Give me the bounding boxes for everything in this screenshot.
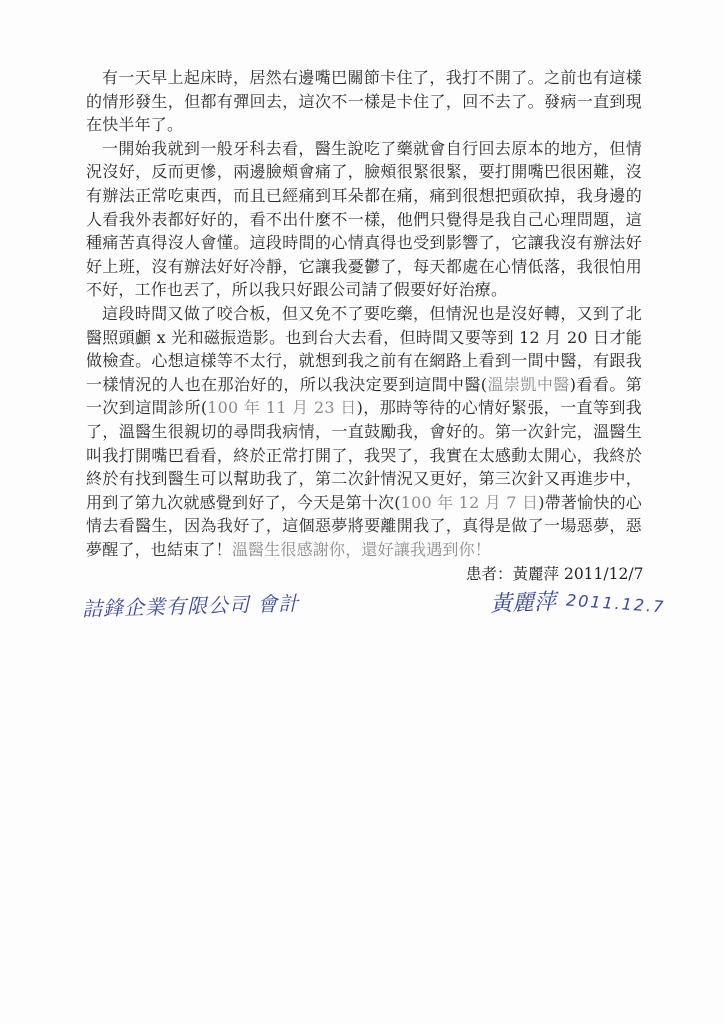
paragraph-recovery-text-b: )看看。第一次到這間診所(: [86, 374, 642, 418]
thanks-note: 溫醫生很感謝你，還好讓我遇到你！: [231, 539, 492, 559]
handwritten-company: 詰鋒企業有限公司 會計: [81, 591, 300, 621]
tenth-visit-date: 100 年 12 月 7 日: [400, 492, 539, 512]
paragraph-first-treatment-text: 一開始我就到一般牙科去看，醫生說吃了藥就會自行回去原本的地方，但情況沒好，反而更慘，兩邊臉頰會痛了，臉頰很緊很緊，要打開嘴巴很困難，沒有辦法正常吃東西，而且已經痛到耳朵都在痛，痛到很想把頭砍掉，我身邊的人看我外表都好好的，看不出什麼不一樣，他們只覺得是我自己心理問題，這種痛苦真得沒人會懂。這段時間的心情真得也受到影響了，它讓我沒有辦法好好上班，沒有辦法好好冷靜，它讓我憂鬱了，每天都處在心情低落，我很怕用不好，工作也丟了，所以我只好跟公司請了假要好好治療。: [86, 138, 642, 300]
paragraph-recovery-text-d: )帶著愉快的心情去看醫生，因為我好了，這個惡夢將要離開我了，真得是做了一場惡夢，惡夢醒了，也結束了！: [86, 492, 642, 559]
testimonial-letter-body: [86, 66, 642, 561]
paragraph-recovery: [86, 302, 642, 562]
patient-label: 患者：黃麗萍: [466, 565, 560, 583]
paragraph-recovery-text-c: )，那時等待的心情好緊張，一直等到我了，溫醫生很親切的尋問我病情，一直鼓勵我，會好的。第一次針完，溫醫生叫我打開嘴巴看看，終於正常打開了，我哭了，我實在太感動太開心，我終於終於有找到醫生可以幫助我了，第二次針情況又更好，第三次針又再進步中，用到了第九次就感覺到好了，今天是第十次(: [86, 398, 642, 512]
paragraph-onset-text: 有一天早上起床時，居然右邊嘴巴關節卡住了，我打不開了。之前也有這樣的情形發生，但都有彈回去，這次不一樣是卡住了，回不去了。發病一直到現在快半年了。: [86, 68, 642, 135]
signature-date: 2011/12/7: [563, 565, 644, 583]
paragraph-recovery-text-a: 這段時間又做了咬合板，但又免不了要吃藥，但情況也是沒好轉，又到了北醫照頭顱 x 光和磁振造影。也到台大去看，但時間又要等到 12 月 20 日才能做檢查。心想這樣等不太行，就想到我之前有在網路上看到一間中醫，有跟我一樣情況的人也在那治好的，所以我決定要到這間中醫(: [86, 303, 642, 394]
patient-signature-line: [466, 562, 643, 584]
handwritten-date: 2011.12.7: [565, 590, 666, 617]
handwritten-signature: 黃麗萍: [489, 589, 557, 618]
first-visit-date: 100 年 11 月 23 日: [207, 398, 357, 418]
paragraph-onset: [86, 66, 642, 137]
clinic-name: 溫崇凱中醫: [487, 374, 570, 394]
paragraph-first-treatment: [86, 137, 642, 302]
